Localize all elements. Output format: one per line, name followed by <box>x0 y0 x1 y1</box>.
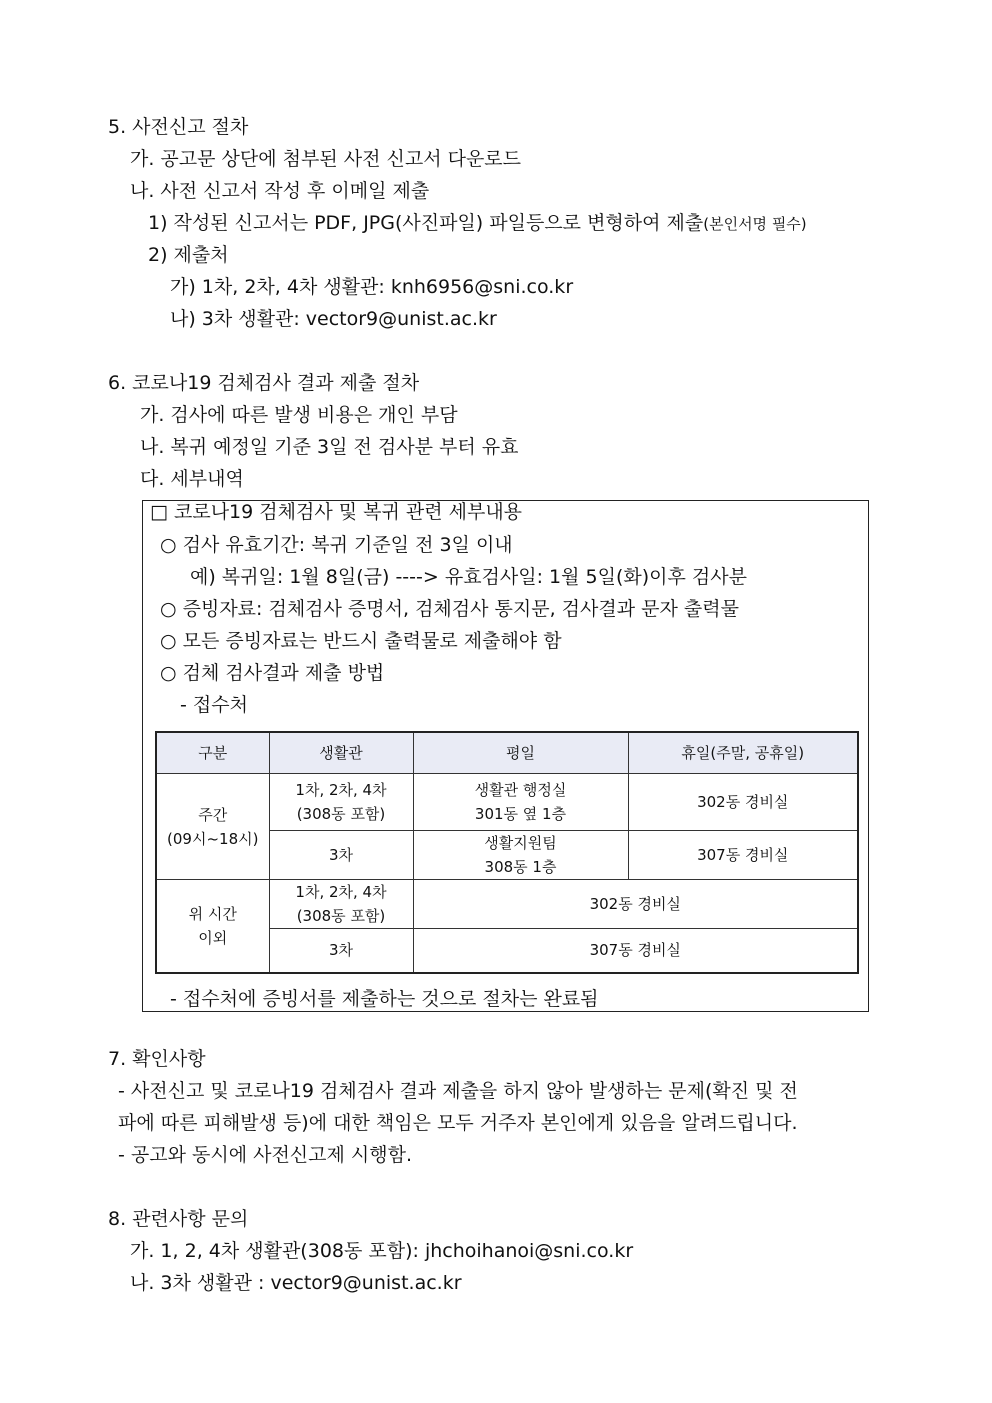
s8-item-b: 나. 3차 생활관 : vector9@unist.ac.kr <box>130 1272 462 1294</box>
header-weekday: 평일 <box>413 732 628 774</box>
reception-table <box>155 731 859 974</box>
s5-item-b1 <box>148 210 807 237</box>
s7-line-2: - 공고와 동시에 사전신고제 시행함. <box>118 1144 413 1166</box>
cell-place: 302동 경비실 <box>413 880 858 929</box>
box-heading: □ 코로나19 검체검사 및 복귀 관련 세부내용 <box>150 501 523 523</box>
table-row <box>156 774 858 831</box>
cell-hall: 3차 <box>269 831 413 880</box>
s5-item-b1-main: 1) 작성된 신고서는 PDF, JPG(사진파일) 파일등으로 변형하여 제출 <box>148 212 704 234</box>
row-label-other: 위 시간 이외 <box>156 880 269 973</box>
box-line-validity: ○ 검사 유효기간: 복귀 기준일 전 3일 이내 <box>160 534 513 556</box>
section-7-title: 7. 확인사항 <box>108 1048 206 1070</box>
table-header-row <box>156 732 858 774</box>
cell-weekday: 생활지원팀 308동 1층 <box>413 831 628 880</box>
s5-item-b2: 2) 제출처 <box>148 244 229 266</box>
cell-place: 307동 경비실 <box>413 929 858 973</box>
section-6-title: 6. 코로나19 검체검사 결과 제출 절차 <box>108 372 420 394</box>
section-8-title: 8. 관련사항 문의 <box>108 1208 249 1230</box>
s5-item-b1-note: (본인서명 필수) <box>703 215 807 233</box>
table-row <box>156 880 858 929</box>
box-line-example: 예) 복귀일: 1월 8일(금) ----> 유효검사일: 1월 5일(화)이후 검사분 <box>190 566 747 588</box>
s5-item-a: 가. 공고문 상단에 첨부된 사전 신고서 다운로드 <box>130 148 522 170</box>
s5-item-b: 나. 사전 신고서 작성 후 이메일 제출 <box>130 180 430 202</box>
s7-line-1a: - 사전신고 및 코로나19 검체검사 결과 제출을 하지 않아 발생하는 문제(확진 및 전 <box>118 1080 798 1102</box>
s5-item-b2b: 나) 3차 생활관: vector9@unist.ac.kr <box>170 308 497 330</box>
box-line-printout: ○ 모든 증빙자료는 반드시 출력물로 제출해야 함 <box>160 630 562 652</box>
box-line-evidence: ○ 증빙자료: 검체검사 증명서, 검체검사 통지문, 검사결과 문자 출력물 <box>160 598 739 620</box>
s7-line-1b: 파에 따른 피해발생 등)에 대한 책임은 모두 거주자 본인에게 있음을 알려드립니다. <box>118 1112 798 1134</box>
header-category: 구분 <box>156 732 269 774</box>
s8-item-a: 가. 1, 2, 4차 생활관(308동 포함): jhchoihanoi@sni.co.kr <box>130 1240 634 1262</box>
header-dormitory: 생활관 <box>269 732 413 774</box>
row-label-day: 주간 (09시~18시) <box>156 774 269 880</box>
header-holiday: 휴일(주말, 공휴일) <box>628 732 858 774</box>
box-line-method: ○ 검체 검사결과 제출 방법 <box>160 662 385 684</box>
s6-item-c: 다. 세부내역 <box>140 468 244 490</box>
cell-hall: 3차 <box>269 929 413 973</box>
s5-item-b2a: 가) 1차, 2차, 4차 생활관: knh6956@sni.co.kr <box>170 276 574 298</box>
s6-item-a: 가. 검사에 따른 발생 비용은 개인 부담 <box>140 404 458 426</box>
s6-item-b: 나. 복귀 예정일 기준 3일 전 검사분 부터 유효 <box>140 436 519 458</box>
cell-weekday: 생활관 행정실 301동 옆 1층 <box>413 774 628 831</box>
section-5-title: 5. 사전신고 절차 <box>108 116 249 138</box>
cell-hall: 1차, 2차, 4차 (308동 포함) <box>269 774 413 831</box>
cell-hall: 1차, 2차, 4차 (308동 포함) <box>269 880 413 929</box>
cell-holiday: 302동 경비실 <box>628 774 858 831</box>
box-line-reception: - 접수처 <box>180 694 248 716</box>
cell-holiday: 307동 경비실 <box>628 831 858 880</box>
box-footer: - 접수처에 증빙서를 제출하는 것으로 절차는 완료됨 <box>170 988 599 1010</box>
